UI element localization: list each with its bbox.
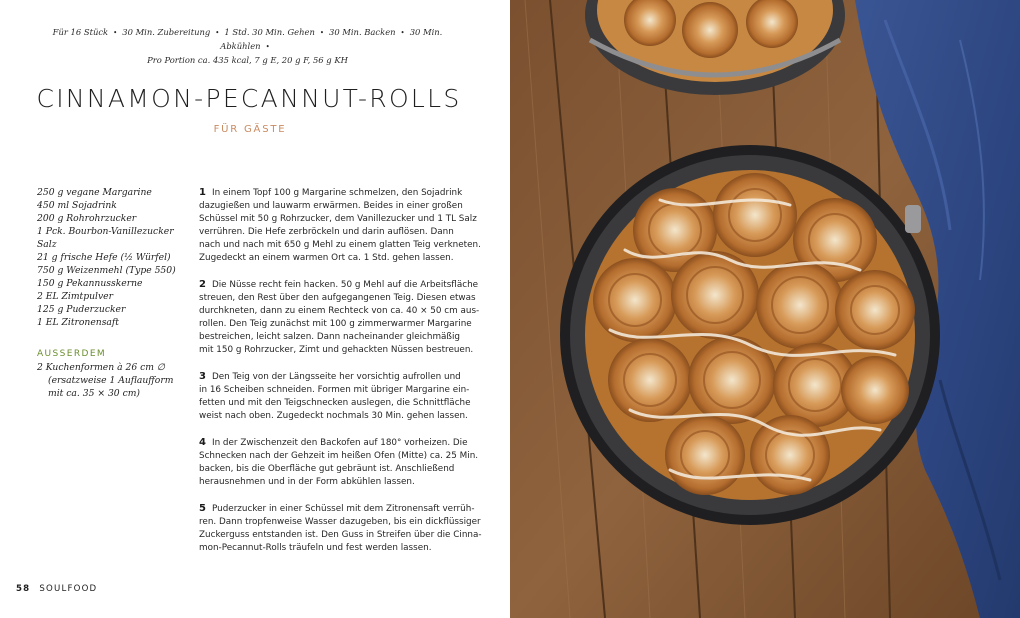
step-text-line: weist nach oben. Zugedeckt nochmals 30 Min. gehen lassen. <box>199 411 468 421</box>
meta-rise: 1 Std. 30 Min. Gehen <box>224 27 315 37</box>
step-text-line: Zuckerguss entstanden ist. Den Guss in Streifen über die Cinna- <box>199 530 482 540</box>
step-text-line: ren. Dann tropfenweise Wasser dazugeben, bis ein dickflüssiger <box>199 517 481 527</box>
step-text-line: Schnecken nach der Gehzeit im heißen Ofen (Mitte) ca. 25 Min. <box>199 451 479 461</box>
step-text-line: rollen. Den Teig zunächst mit 100 g zimmerwarmer Margarine <box>199 319 472 329</box>
ingredient-item: 1 EL Zitronensaft <box>37 317 119 328</box>
meta-separator: • <box>113 29 118 37</box>
step-text-line: Den Teig von der Längsseite her vorsichtig aufrollen und <box>211 372 461 382</box>
step-text-line: in 16 Scheiben schneiden. Formen mit übriger Margarine ein- <box>199 385 470 395</box>
recipe-subtitle: FÜR GÄSTE <box>213 124 287 135</box>
step-text-line: durchkneten, dann zu einem Rechteck von ca. 40 × 50 cm aus- <box>199 306 480 316</box>
step-text-line: Die Nüsse recht fein hacken. 50 g Mehl auf die Arbeitsfläche <box>211 280 479 290</box>
step-text-line: verrühren. Die Hefe zerbröckeln und darin auflösen. Dann <box>199 227 454 237</box>
step-text-line: bestreichen, leicht salzen. Dann nacheinander gleichmäßig <box>199 332 460 342</box>
meta-prep: 30 Min. Zubereitung <box>122 27 211 37</box>
ingredient-item: Salz <box>37 239 57 250</box>
step-text-line: dazugießen und lauwarm erwärmen. Beides in einer großen <box>199 201 463 211</box>
ingredient-item: 21 g frische Hefe (½ Würfel) <box>37 252 171 263</box>
step-text-line: backen, bis die Oberfläche gut gebräunt ist. Anschließend <box>199 464 455 474</box>
ingredient-item: 2 EL Zimtpulver <box>37 291 113 302</box>
ingredient-list <box>37 186 182 400</box>
ingredient-item: 200 g Rohrohrzucker <box>37 213 137 224</box>
step-text-line: streuen, den Rest über den aufgegangenen Teig. Diesen etwas <box>199 293 476 303</box>
photo-illustration <box>510 0 1020 618</box>
meta-cool: 30 Min. Abkühlen <box>220 27 443 51</box>
step-number: 1 <box>199 187 206 198</box>
step-text-line: In der Zwischenzeit den Backofen auf 180° vorheizen. Die <box>211 438 468 448</box>
meta-separator: • <box>400 29 405 37</box>
meta-bake: 30 Min. Backen <box>328 27 396 37</box>
ingredient-item: 750 g Weizenmehl (Type 550) <box>37 265 176 276</box>
ingredient-item: 125 g Puderzucker <box>37 304 126 315</box>
step-number: 4 <box>199 437 206 448</box>
step-number: 3 <box>199 371 206 382</box>
meta-servings: Für 16 Stück <box>52 27 109 37</box>
method-steps <box>199 186 482 568</box>
page-footer <box>16 584 97 594</box>
ingredient-item: 450 ml Sojadrink <box>37 200 117 211</box>
step-text-line: Schüssel mit 50 g Rohrzucker, dem Vanillezucker und 1 TL Salz <box>199 214 477 224</box>
recipe-meta <box>40 26 455 67</box>
step-text-line: herausnehmen und in der Form abkühlen lassen. <box>199 477 415 487</box>
step-text-line: fetten und mit den Teigschnecken auslegen, die Schnittfläche <box>199 398 471 408</box>
meta-line-1 <box>40 26 455 54</box>
ingredient-item: 250 g vegane Margarine <box>37 187 152 198</box>
step-text-line: mit 150 g Rohrzucker, Zimt und gehackten Nüssen bestreuen. <box>199 345 474 355</box>
step-number: 2 <box>199 279 206 290</box>
meta-separator: • <box>265 43 270 51</box>
step-3 <box>199 370 471 423</box>
meta-nutrition: Pro Portion ca. 435 kcal, 7 g E, 20 g F, 56 g KH <box>147 55 348 65</box>
meta-separator: • <box>319 29 324 37</box>
step-4 <box>199 436 479 489</box>
step-text-line: Zugedeckt an einem warmen Ort ca. 1 Std. gehen lassen. <box>199 253 454 263</box>
page-number: 58 <box>16 584 31 594</box>
ingredient-item: 1 Pck. Bourbon-Vanillezucker <box>37 226 174 237</box>
extras-heading: AUSSERDEM <box>37 349 107 359</box>
step-1 <box>199 186 481 265</box>
recipe-title: CINNAMON-PECANNUT-ROLLS <box>36 84 462 113</box>
step-text-line: Puderzucker in einer Schüssel mit dem Zitronensaft verrüh- <box>211 504 475 514</box>
step-2 <box>199 278 480 357</box>
extras-item: 2 Kuchenformen à 26 cm ∅ (ersatzweise 1 Auflaufform mit ca. 35 × 30 cm) <box>37 362 174 399</box>
ingredient-item: 150 g Pekannusskerne <box>37 278 143 289</box>
photo-cinnamon-rolls <box>510 0 1020 618</box>
step-5 <box>199 502 482 555</box>
step-text-line: nach und nach mit 650 g Mehl zu einem glatten Teig verkneten. <box>199 240 481 250</box>
step-text-line: In einem Topf 100 g Margarine schmelzen, den Sojadrink <box>211 188 463 198</box>
meta-separator: • <box>215 29 220 37</box>
section-name: SOULFOOD <box>39 584 98 594</box>
step-text-line: mon-Pecannut-Rolls träufeln und fest werden lassen. <box>199 543 432 553</box>
step-number: 5 <box>199 503 206 514</box>
